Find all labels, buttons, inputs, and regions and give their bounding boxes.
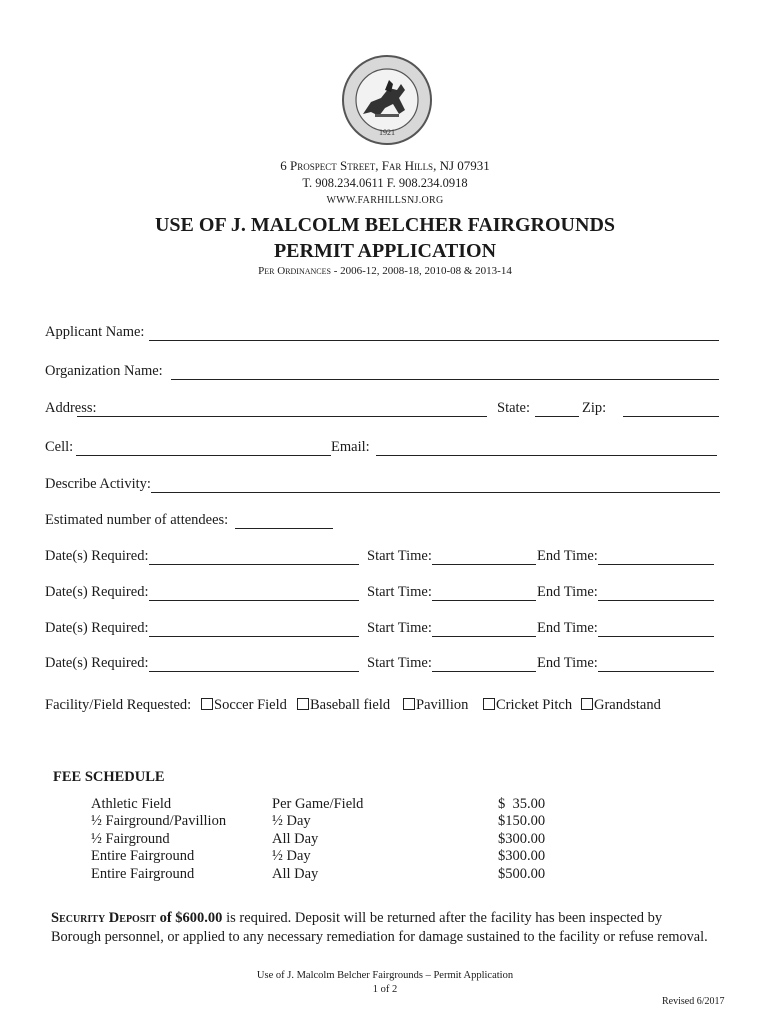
borough-seal: [341, 54, 433, 146]
end-time-field[interactable]: [598, 586, 714, 601]
checkbox-icon[interactable]: [581, 698, 593, 710]
attendees-field[interactable]: [235, 514, 333, 529]
state-label: State:: [497, 400, 531, 416]
header-website: WWW.FARHILLSNJ.ORG: [326, 195, 444, 206]
facility-option-baseball[interactable]: Baseball field: [297, 697, 390, 714]
facility-option-soccer[interactable]: Soccer Field: [201, 697, 287, 714]
page-title: USE OF J. MALCOLM BELCHER FAIRGROUNDS: [154, 214, 616, 236]
fee-facility: Athletic Field: [91, 796, 172, 812]
fee-facility: Entire Fairground: [91, 848, 195, 864]
page-subtitle: PERMIT APPLICATION: [273, 240, 497, 262]
checkbox-icon[interactable]: [403, 698, 415, 710]
start-time-field[interactable]: [432, 586, 536, 601]
security-deposit-amount: of $600.00: [159, 910, 223, 926]
state-field[interactable]: [535, 402, 579, 417]
address-row: [45, 400, 725, 420]
end-time-field[interactable]: [598, 550, 714, 565]
date-field[interactable]: [149, 657, 359, 672]
fee-amount: $300.00: [498, 848, 546, 864]
zip-field[interactable]: [623, 402, 719, 417]
facility-option-grandstand[interactable]: Grandstand: [581, 697, 661, 714]
applicant-name-row: [45, 324, 725, 344]
address-field[interactable]: [77, 402, 487, 417]
fee-period: ½ Day: [272, 813, 311, 829]
security-deposit-label: Security Deposit: [51, 910, 156, 926]
date-row-3: [45, 620, 725, 640]
organization-name-row: [45, 363, 725, 383]
checkbox-icon[interactable]: [297, 698, 309, 710]
dates-required-label: Date(s) Required:: [45, 655, 149, 671]
facility-row: [45, 697, 725, 717]
header-phone: T. 908.234.0611 F. 908.234.0918: [302, 176, 468, 190]
fee-period: ½ Day: [272, 848, 311, 864]
email-label: Email:: [331, 439, 370, 455]
attendees-row: [45, 512, 725, 532]
fee-facility: Entire Fairground: [91, 866, 195, 882]
end-time-label: End Time:: [537, 655, 598, 671]
ordinances-line: Per Ordinances - 2006-12, 2008-18, 2010-08 & 2013-14: [258, 265, 512, 277]
end-time-label: End Time:: [537, 584, 598, 600]
end-time-field[interactable]: [598, 657, 714, 672]
security-deposit-text: is required. Deposit will be returned after the facility has been inspected by: [222, 910, 663, 926]
fee-amount: $300.00: [498, 831, 546, 847]
fee-amount: $150.00: [498, 813, 546, 829]
cell-email-row: [45, 439, 725, 459]
date-field[interactable]: [149, 622, 359, 637]
attendees-label: Estimated number of attendees:: [45, 512, 229, 528]
revised-date: Revised 6/2017: [662, 996, 725, 1007]
fee-amount: $500.00: [498, 866, 546, 882]
organization-name-label: Organization Name:: [45, 363, 163, 379]
date-row-4: [45, 655, 725, 675]
checkbox-icon[interactable]: [201, 698, 213, 710]
dates-required-label: Date(s) Required:: [45, 620, 149, 636]
start-time-label: Start Time:: [367, 548, 432, 564]
applicant-name-field[interactable]: [149, 326, 719, 341]
seal-year: 1921: [379, 128, 395, 137]
checkbox-icon[interactable]: [483, 698, 495, 710]
fee-schedule-heading: FEE SCHEDULE: [53, 769, 165, 785]
facility-option-pavillion[interactable]: Pavillion: [403, 697, 468, 714]
email-field[interactable]: [376, 441, 717, 456]
header-address: 6 Prospect Street, Far Hills, NJ 07931: [280, 158, 490, 173]
date-row-1: [45, 548, 725, 568]
dates-required-label: Date(s) Required:: [45, 584, 149, 600]
start-time-label: Start Time:: [367, 655, 432, 671]
start-time-field[interactable]: [432, 622, 536, 637]
date-row-2: [45, 584, 725, 604]
dates-required-label: Date(s) Required:: [45, 548, 149, 564]
fee-facility: ½ Fairground: [91, 831, 170, 847]
applicant-name-label: Applicant Name:: [45, 324, 145, 340]
security-deposit-paragraph: [51, 909, 721, 947]
footer-title: Use of J. Malcolm Belcher Fairgrounds – Permit Application: [256, 970, 514, 981]
fee-period: Per Game/Field: [272, 796, 364, 812]
facility-option-cricket[interactable]: Cricket Pitch: [483, 697, 572, 714]
cell-field[interactable]: [76, 441, 331, 456]
start-time-label: Start Time:: [367, 584, 432, 600]
fee-period: All Day: [272, 866, 319, 882]
fee-period: All Day: [272, 831, 319, 847]
facility-label: Facility/Field Requested:: [45, 697, 192, 713]
activity-label: Describe Activity:: [45, 476, 151, 492]
footer-page-number: 1 of 2: [372, 984, 398, 995]
activity-row: [45, 476, 725, 496]
end-time-label: End Time:: [537, 620, 598, 636]
cell-label: Cell:: [45, 439, 74, 455]
date-field[interactable]: [149, 550, 359, 565]
organization-name-field[interactable]: [171, 365, 719, 380]
address-label: Address:: [45, 400, 97, 416]
activity-field[interactable]: [151, 478, 720, 493]
start-time-field[interactable]: [432, 657, 536, 672]
fee-amount: $ 35.00: [498, 796, 546, 812]
fee-facility: ½ Fairground/Pavillion: [91, 813, 227, 829]
start-time-label: Start Time:: [367, 620, 432, 636]
zip-label: Zip:: [582, 400, 607, 416]
security-deposit-text-2: Borough personnel, or applied to any necessary remediation for damage sustained to the facility or refuse removal.: [51, 929, 708, 945]
date-field[interactable]: [149, 586, 359, 601]
start-time-field[interactable]: [432, 550, 536, 565]
end-time-field[interactable]: [598, 622, 714, 637]
end-time-label: End Time:: [537, 548, 598, 564]
